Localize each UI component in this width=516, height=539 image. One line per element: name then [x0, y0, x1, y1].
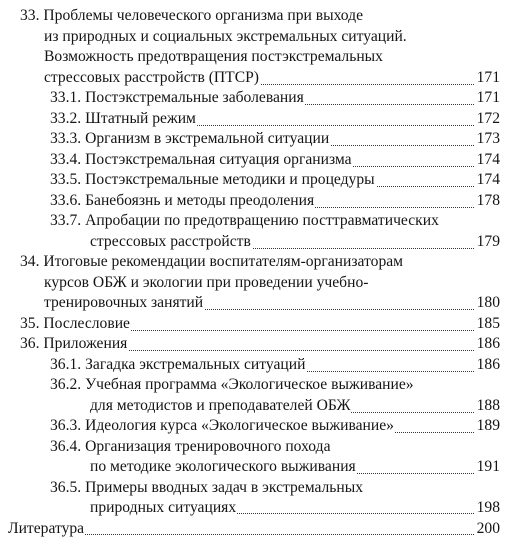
- toc-entry-33-line-1: [0, 6, 516, 26]
- toc-entry-text: стрессовых расстройств (ПТСР): [44, 68, 259, 86]
- page-number: 180: [476, 294, 500, 311]
- page-number: 172: [476, 109, 500, 127]
- toc-entry-36-2-line-1: [0, 375, 516, 395]
- toc-entry-33-3[interactable]: [0, 129, 516, 149]
- toc-entry-text: по методике экологического выживания: [90, 458, 356, 475]
- toc-entry-text: 34. Итоговые рекомендации воспитателям-организаторам: [20, 253, 404, 270]
- toc-entry-text: 36.2. Учебная программа «Экологическое выживание»: [50, 376, 414, 393]
- toc-entry-text: 33.6. Банебоязнь и методы преодоления: [50, 191, 315, 209]
- page-number: 200: [476, 519, 500, 537]
- toc-entry-33-7[interactable]: [0, 232, 516, 252]
- toc-entry-text: курсов ОБЖ и экологии при проведении учебно-: [44, 273, 369, 291]
- page-number: 179: [476, 232, 500, 250]
- toc-entry-36[interactable]: [0, 334, 516, 354]
- page-number: 186: [476, 355, 500, 373]
- toc-entry-text: 33.3. Организм в экстремальной ситуации: [50, 130, 330, 147]
- toc-entry-33-2[interactable]: [0, 109, 516, 129]
- toc-entry-36-4[interactable]: [0, 457, 516, 477]
- toc-entry-33-5[interactable]: [0, 170, 516, 190]
- page-number: 171: [476, 89, 500, 106]
- toc-entry-text: стрессовых расстройств: [90, 232, 251, 250]
- toc-entry-text: 36. Приложения: [20, 335, 128, 352]
- toc-entry-text: 33.5. Постэкстремальные методики и процедуры: [50, 171, 375, 188]
- toc-entry-text: природных ситуациях: [90, 499, 237, 516]
- toc-entry-33-6[interactable]: [0, 191, 516, 211]
- toc-entry-text: тренировочных занятий: [44, 294, 204, 311]
- toc-entry-36-5-line-1: [0, 478, 516, 498]
- page-number: 174: [476, 150, 500, 168]
- toc-entry-35[interactable]: [0, 314, 516, 334]
- toc-entry-literature[interactable]: [0, 519, 516, 539]
- page-number: 198: [476, 499, 500, 516]
- page-number: 171: [476, 68, 500, 86]
- toc-entry-33-7-line-1: [0, 211, 516, 231]
- toc-entry-text: 33.1. Постэкстремальные заболевания: [50, 89, 304, 106]
- toc-entry-text: 33. Проблемы человеческого организма при выходе: [20, 7, 363, 24]
- toc-entry-text: Возможность предотвращения постэкстремальных: [44, 48, 383, 65]
- toc-entry-36-4-line-1: [0, 437, 516, 457]
- toc-entry-36-1[interactable]: [0, 355, 516, 375]
- toc-entry-text: из природных и социальных экстремальных ситуаций.: [44, 27, 407, 45]
- toc-entry-text: 33.7. Апробации по предотвращению посттравматических: [50, 212, 439, 229]
- toc-entry-36-5[interactable]: [0, 498, 516, 518]
- toc-entry-34-line-1: [0, 252, 516, 272]
- toc-entry-text: 35. Послесловие: [20, 314, 130, 332]
- page-number: 185: [476, 314, 500, 332]
- toc-entry-text: 36.3. Идеология курса «Экологическое выживание»: [50, 417, 394, 434]
- page-number: 188: [476, 396, 500, 414]
- toc-entry-33-1[interactable]: [0, 88, 516, 108]
- toc-entry-34-line-2: [0, 273, 516, 293]
- page-number: 174: [476, 171, 500, 188]
- toc-entry-36-2[interactable]: [0, 396, 516, 416]
- page-number: 186: [476, 335, 500, 352]
- toc-entry-text: 33.4. Постэкстремальная ситуация организма: [50, 150, 352, 168]
- toc-entry-33-4[interactable]: [0, 150, 516, 170]
- toc-entry-36-3[interactable]: [0, 416, 516, 436]
- toc-entry-text: 33.2. Штатный режим: [50, 109, 196, 127]
- toc-entry-33-line-3: [0, 47, 516, 67]
- toc-entry-33[interactable]: [0, 68, 516, 88]
- toc-entry-text: для методистов и преподавателей ОБЖ: [90, 396, 351, 414]
- toc-entry-33-line-2: [0, 27, 516, 47]
- page-number: 189: [476, 417, 500, 434]
- toc-entry-text: Литература: [8, 519, 85, 537]
- toc-entry-34[interactable]: [0, 293, 516, 313]
- page-number: 173: [476, 130, 500, 147]
- page-number: 191: [476, 458, 500, 475]
- page-number: 178: [476, 191, 500, 209]
- toc-entry-text: 36.4. Организация тренировочного похода: [50, 437, 331, 455]
- toc-entry-text: 36.5. Примеры вводных задач в экстремальных: [50, 478, 364, 496]
- toc-entry-text: 36.1. Загадка экстремальных ситуаций: [50, 355, 306, 373]
